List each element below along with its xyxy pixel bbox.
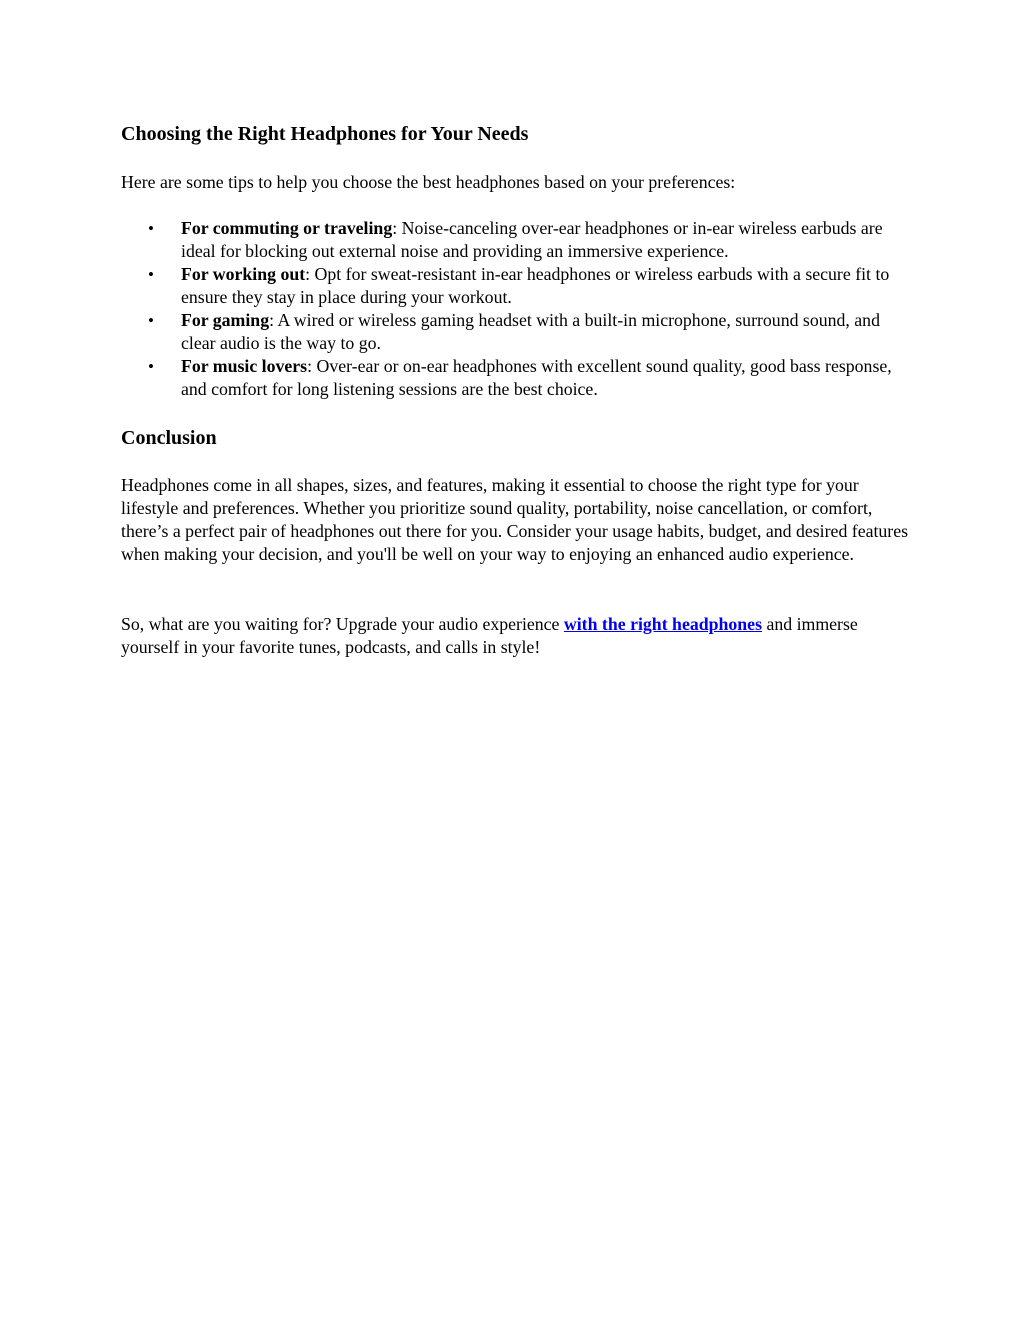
headphones-link[interactable]: with the right headphones — [563, 614, 762, 634]
tip-text: : Over-ear or on-ear headphones with excellent sound quality, good bass response, and comfort for long listening sessions are the best choice. — [181, 356, 892, 399]
tip-text: : Opt for sweat-resistant in-ear headphones or wireless earbuds with a secure fit to ensure they stay in place during your workout. — [181, 264, 890, 307]
tip-text: : A wired or wireless gaming headset with a built-in microphone, surround sound, and clear audio is the way to go. — [181, 310, 880, 353]
call-to-action-paragraph — [121, 613, 911, 659]
conclusion-paragraph: Headphones come in all shapes, sizes, and features, making it essential to choose the right type for your lifestyle and preferences. Whether you prioritize sound quality, portability, noise cancellation, or comfort, there’s a perfect pair of headphones out there for you. Consider your usage habits, budget, and desired features when making your decision, and you'll be well on your way to enjoying an enhanced audio experience. — [121, 475, 909, 564]
tip-label: For gaming — [181, 310, 270, 330]
tip-label: For music lovers — [181, 356, 308, 376]
tip-label: For working out — [181, 264, 306, 284]
tip-text: : Noise-canceling over-ear headphones or in-ear wireless earbuds are ideal for blocking out external noise and providing an immersive experience. — [181, 218, 883, 261]
tip-label: For commuting or traveling — [181, 218, 393, 238]
list-item — [121, 355, 911, 401]
intro-paragraph: Here are some tips to help you choose the best headphones based on your preferences: — [121, 172, 736, 192]
tips-list — [121, 217, 911, 401]
list-item — [121, 263, 911, 309]
section-heading: Choosing the Right Headphones for Your Needs — [121, 123, 529, 145]
list-item — [121, 309, 911, 355]
list-item — [121, 217, 911, 263]
conclusion-heading: Conclusion — [121, 427, 217, 449]
bullet-icon: • — [148, 311, 154, 330]
cta-text-before: So, what are you waiting for? Upgrade your audio experience — [121, 614, 564, 634]
cta-text-after: and immerse yourself in your favorite tunes, podcasts, and calls in style! — [121, 614, 858, 657]
bullet-icon: • — [148, 357, 154, 376]
bullet-icon: • — [148, 265, 154, 284]
bullet-icon: • — [148, 219, 154, 238]
